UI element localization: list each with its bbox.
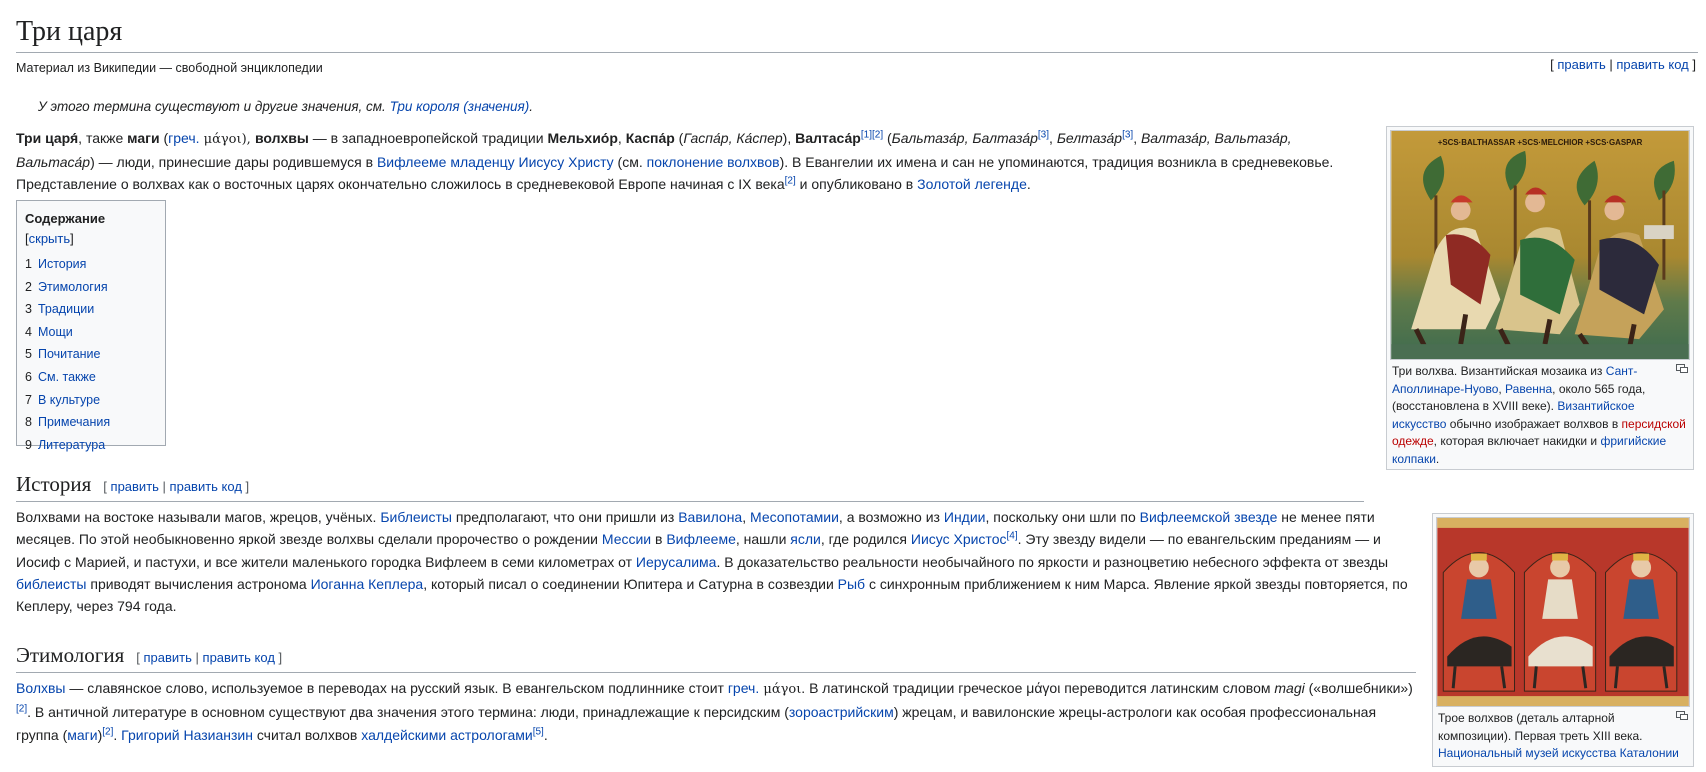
toc-item[interactable]: [25, 389, 157, 412]
reference-link[interactable]: [4]: [1006, 530, 1018, 542]
page-edit-links: [1550, 56, 1696, 74]
text: magi: [1274, 680, 1305, 696]
toc-link-etymology[interactable]: Этимология: [37, 279, 108, 294]
bracket: ]: [1688, 57, 1696, 72]
text: и опубликовано в: [795, 176, 918, 192]
text: . Эту звезду видели — по евангельским преданиям — и Иосиф с Марией, и пастухи, и все жители маленького городка Вифлеем в семи километрах от: [16, 531, 1381, 570]
text: считал волхвов: [252, 726, 362, 743]
text: («волшебники»): [1304, 680, 1413, 696]
disambiguation-link[interactable]: Три короля (значения): [389, 99, 530, 114]
toc-item[interactable]: [25, 366, 157, 389]
edit-source-link[interactable]: править код: [1616, 57, 1689, 72]
text: , поскольку они шли по: [985, 509, 1140, 525]
article-link[interactable]: Библеисты: [380, 509, 452, 525]
text: ) жрецам, и вавилонские жрецы-астрологи как особая профессиональная группа (: [16, 704, 1377, 743]
text: .: [543, 726, 548, 743]
text: ),: [782, 130, 796, 146]
term: Каспа́р: [625, 130, 675, 146]
text: .: [113, 726, 122, 743]
toc-number: 7: [25, 392, 32, 407]
table-of-contents: [16, 200, 166, 452]
reference-link[interactable]: [3]: [1037, 129, 1050, 141]
text: , где родился: [820, 531, 911, 548]
text: ) — люди, принесшие дары родившемуся в: [90, 154, 377, 170]
article-link[interactable]: Григорий Назианзин: [121, 726, 253, 743]
toc-link-see-also[interactable]: См. также: [37, 369, 96, 384]
toc-item[interactable]: [25, 298, 157, 321]
text: .: [1026, 176, 1031, 192]
article-link[interactable]: Иисус Христос: [910, 531, 1007, 548]
text: Гаспа́р, Ка́спер: [683, 130, 783, 146]
section-edit-source-link[interactable]: править код: [202, 650, 275, 665]
article-link[interactable]: зороастрийским: [788, 704, 894, 721]
article-link[interactable]: Индии: [943, 509, 986, 525]
article-link[interactable]: Иоганна Кеплера: [310, 575, 424, 592]
toc-title: Содержание: [25, 211, 106, 226]
toc-list: [25, 253, 157, 456]
toc-number: 3: [25, 302, 32, 317]
text: предполагают, что они пришли из: [451, 509, 679, 525]
toc-number: 2: [25, 279, 32, 294]
article-link[interactable]: Рыб: [837, 575, 866, 592]
text: приводят вычисления астронома: [86, 575, 311, 592]
text: ,: [742, 509, 750, 525]
text: , а возможно из: [838, 509, 944, 525]
article-link[interactable]: Мессии: [601, 531, 652, 548]
edit-link[interactable]: править: [1557, 57, 1606, 72]
caption-link[interactable]: фригийские колпаки: [1392, 434, 1667, 466]
article-link[interactable]: Вифлеемской звезде: [1139, 509, 1278, 525]
toc-item[interactable]: [25, 276, 157, 299]
caption-text: обычно изображает волхвов в: [1446, 416, 1622, 431]
toc-number: 4: [25, 324, 32, 339]
article-link[interactable]: Вифлееме: [666, 531, 736, 548]
toc-link-history[interactable]: История: [37, 257, 87, 271]
section-heading-etymology: [16, 641, 1416, 673]
toc-item[interactable]: [25, 434, 157, 457]
caption-text: Трое волхвов (деталь алтарной композиции). Первая треть XIII века.: [1438, 711, 1643, 743]
article-link[interactable]: маги: [67, 726, 98, 743]
reference-link[interactable]: [2]: [871, 129, 884, 141]
toc-item[interactable]: [25, 411, 157, 434]
heading-text: История: [16, 472, 92, 496]
article-link[interactable]: Золотой легенде: [917, 176, 1027, 192]
article-link[interactable]: Волхвы: [16, 680, 66, 696]
article-link[interactable]: ясли: [790, 531, 821, 548]
text: . В латинской традиции греческое μάγοι переводится латинским словом: [801, 680, 1275, 696]
caption-link[interactable]: Национальный музей искусства Каталонии: [1438, 746, 1679, 760]
enlarge-icon[interactable]: [1676, 711, 1688, 720]
article-link[interactable]: поклонение волхвов: [646, 154, 780, 170]
text: ,: [1049, 130, 1057, 146]
separator: |: [158, 479, 170, 494]
text: . В античной литературе в основном существуют два значения этого термина: люди, принадлежащие к персидским (: [27, 704, 789, 721]
toc-hide-toggle[interactable]: скрыть: [28, 231, 71, 246]
text: (: [159, 130, 169, 146]
etymology-paragraph: [16, 677, 1421, 746]
reference-link[interactable]: [2]: [784, 175, 796, 187]
hatnote-end: .: [529, 99, 534, 114]
section-edit-link[interactable]: править: [143, 650, 192, 665]
toc-link-notes[interactable]: Примечания: [37, 415, 111, 430]
mosaic-image[interactable]: [1390, 130, 1690, 360]
text: — славянское слово, используемое в переводах на русский язык. В евангельском подлиннике стоит: [65, 680, 728, 696]
reference-link[interactable]: [2]: [102, 725, 114, 737]
caption-text: , около 565 года, (восстановлена в XVIII веке).: [1392, 381, 1646, 413]
text: не менее пяти месяцев. По этой необыкновенно яркой звезде волхвы сделали пророчество о рождении: [16, 509, 1375, 548]
reference-link[interactable]: [3]: [1122, 129, 1134, 141]
toc-link-culture[interactable]: В культуре: [37, 392, 101, 407]
text: (см.: [613, 154, 647, 170]
term: маги: [127, 130, 160, 146]
text: , нашли: [735, 531, 791, 548]
text: Белтаза́р: [1056, 130, 1123, 146]
toc-number: 8: [25, 415, 32, 430]
article-link[interactable]: халдейскими астрологами: [361, 726, 533, 743]
reference-link[interactable]: [1]: [860, 129, 872, 141]
hatnote-text: У этого термина существуют и другие значения, см.: [38, 99, 390, 114]
article-link[interactable]: библеисты: [16, 575, 87, 592]
text: (: [883, 130, 892, 146]
text: μάγοι: [759, 682, 802, 697]
text: ). В Евангелии их имена и сан не упоминаются, традиция возникла в средневековье. Представление о волхвах как о восточных царях окончательно сложилось в средневековой Европе начиная с IX века: [16, 154, 1334, 192]
toc-link-veneration[interactable]: Почитание: [37, 347, 101, 362]
bracket: ]: [70, 231, 74, 246]
term: Валтаса́р: [795, 130, 861, 146]
toc-number: 9: [25, 437, 32, 452]
term: волхвы: [254, 130, 309, 146]
altar-image[interactable]: [1436, 517, 1690, 707]
caption-text: ,: [1498, 381, 1506, 396]
toc-link-traditions[interactable]: Традиции: [37, 302, 95, 317]
mosaic-inscription: +SCS·BALTHASSAR +SCS·MELCHIOR +SCS·GASPAR: [1437, 137, 1643, 147]
bracket: [: [1550, 57, 1558, 72]
text: ): [97, 726, 103, 743]
term: Три царя́: [16, 130, 79, 146]
bracket: [: [136, 650, 144, 665]
text: Бальтаза́р, Балтаза́р: [891, 130, 1038, 146]
altar-caption: [1436, 707, 1690, 763]
bracket: [: [25, 231, 29, 246]
text: . В доказательство реальности необычайного по яркости и разноцветию небесного эффекта от звезды: [716, 553, 1389, 570]
bracket: [: [103, 479, 111, 494]
text: ,: [617, 130, 626, 146]
caption-text: .: [1435, 451, 1440, 466]
section-edit-source-link[interactable]: править код: [169, 479, 242, 494]
text: в: [651, 531, 667, 548]
text: с синхронным приближением к ним Марса. Явление яркой звезды повторяется, по Кеплеру, через 794 года.: [16, 575, 1408, 615]
greek-link[interactable]: греч.: [727, 680, 760, 696]
section-heading-history: [16, 470, 1364, 502]
hatnote: [38, 97, 533, 117]
page-title: Три царя: [16, 14, 1698, 53]
toc-number: 5: [25, 347, 32, 362]
text: (: [674, 130, 684, 146]
enlarge-icon[interactable]: [1676, 364, 1688, 373]
toc-link-literature[interactable]: Литература: [37, 437, 106, 452]
text: — в западноевропейской традиции: [308, 130, 548, 146]
section-edit-link[interactable]: править: [110, 479, 159, 494]
caption-link[interactable]: Сант-Аполлинаре-Нуово: [1392, 364, 1638, 396]
section-edit-links: [136, 650, 282, 665]
caption-redlink[interactable]: персидской одежде: [1392, 416, 1686, 448]
text: Волхвами на востоке называли магов, жрецов, учёных.: [16, 509, 381, 525]
thumbnail-mosaic: [1386, 126, 1694, 470]
section-edit-links: [103, 479, 249, 494]
text: , также: [78, 130, 128, 146]
greek-link[interactable]: греч.: [168, 130, 200, 146]
toc-item[interactable]: [25, 321, 157, 344]
mosaic-caption: [1390, 360, 1690, 468]
history-paragraph: [16, 506, 1421, 617]
term: Мельхио́р: [547, 130, 618, 146]
caption-link[interactable]: Равенна: [1505, 381, 1553, 396]
text: μάγοι),: [199, 132, 255, 147]
article-link[interactable]: Иерусалима: [635, 553, 717, 570]
thumbnail-altar: [1432, 513, 1694, 767]
text: ,: [1133, 130, 1141, 146]
heading-text: Этимология: [16, 643, 125, 667]
bracket: ]: [274, 650, 283, 665]
text: , который писал о соединении Юпитера и Сатурна в созвездии: [423, 575, 838, 592]
toc-item[interactable]: [25, 343, 157, 366]
separator: |: [1605, 57, 1617, 72]
caption-text: Три волхва. Византийская мозаика из: [1392, 364, 1606, 378]
article-link[interactable]: Вифлееме младенцу Иисусу Христу: [376, 154, 614, 170]
separator: |: [191, 650, 203, 665]
toc-link-relics[interactable]: Мощи: [37, 324, 73, 339]
article-link[interactable]: Месопотамии: [750, 509, 839, 525]
article-link[interactable]: Вавилона: [678, 509, 743, 525]
reference-link[interactable]: [2]: [16, 703, 28, 715]
caption-text: , которая включает накидки и: [1433, 434, 1601, 448]
toc-number: 1: [25, 257, 32, 271]
toc-number: 6: [25, 369, 32, 384]
site-tagline: Материал из Википедии — свободной энциклопедии: [16, 61, 323, 75]
reference-link[interactable]: [5]: [532, 725, 544, 737]
intro-paragraph: [16, 127, 1374, 195]
caption-link[interactable]: Византийское искусство: [1392, 399, 1635, 431]
toc-header: [25, 209, 157, 249]
text: Валтаза́р, Вальтаза́р, Вальтаса́р: [16, 130, 1292, 170]
bracket: ]: [241, 479, 250, 494]
toc-item[interactable]: [25, 253, 157, 276]
